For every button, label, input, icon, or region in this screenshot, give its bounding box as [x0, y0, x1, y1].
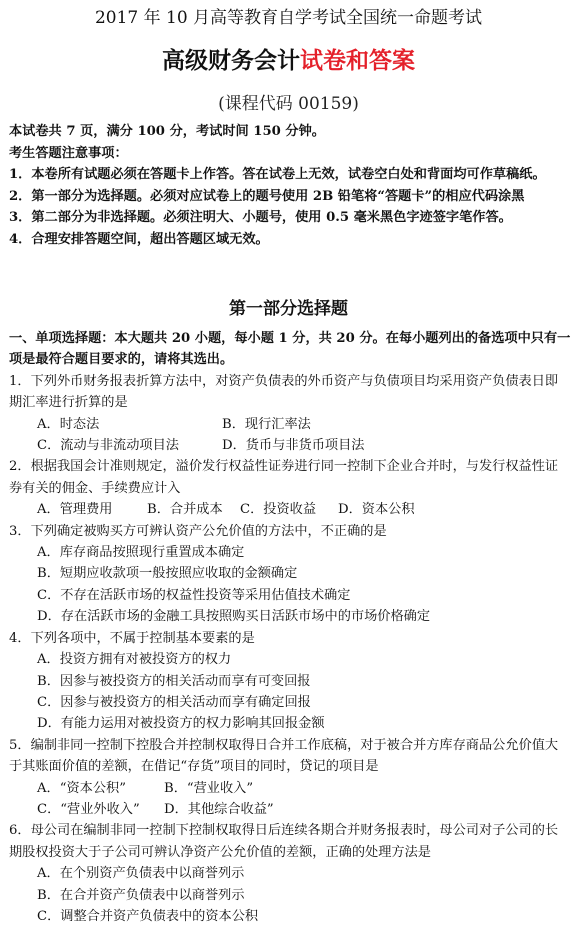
paper-title-suffix: 试卷和答案: [300, 47, 415, 74]
option: A．库存商品按照现行重置成本确定: [37, 545, 245, 561]
section-instructions: 一、单项选择题：本大题共 20 小题，每小题 1 分，共 20 分。在每小题列出的备选项中只有一项是最符合题目要求的，请将其选出。: [9, 331, 571, 368]
option-row: [9, 778, 571, 799]
question-list: [9, 328, 571, 927]
notes-heading: 考生答题注意事项：: [9, 145, 128, 161]
option: D．资本公积: [338, 502, 415, 518]
paper-title-subject: 高级财务会计: [162, 47, 300, 74]
course-code: (课程代码 00159): [218, 94, 359, 114]
question-stem: 3．下列确定被购买方可辨认资产公允价值的方法中，不正确的是: [9, 523, 387, 539]
option-row: [9, 435, 571, 456]
question-stem: 6．母公司在编制非同一控制下控制权取得日后连续各期合并财务报表时，母公司对子公司的长期股权投资大于子公司可辨认净资产公允价值的差额，正确的处理方法是: [9, 823, 559, 860]
option: A．时态法: [37, 416, 100, 432]
note-item: 1．本卷所有试题必须在答题卡上作答。答在试卷上无效，试卷空白处和背面均可作草稿纸。: [9, 167, 546, 183]
option: B．“营业收入”: [164, 780, 254, 796]
option-row: [9, 499, 571, 520]
exam-session-line: 2017 年 10 月高等教育自学考试全国统一命题考试: [94, 8, 483, 28]
option-row: [9, 414, 571, 435]
option: C．投资收益: [240, 502, 317, 518]
option: D．货币与非货币项目法: [222, 438, 365, 454]
exam-notes: [9, 121, 571, 251]
question-stem: 5．编制非同一控制下控股合并控制权取得日合并工作底稿，对于被合并方库存商品公允价值大于其账面价值的差额，在借记“存货”项目的同时，贷记的项目是: [9, 737, 559, 775]
option: B．在合并资产负债表中以商誉列示: [37, 887, 245, 903]
option: C．不存在活跃市场的权益性投资等采用估值技术确定: [37, 587, 351, 603]
question-stem: 4．下列各项中，不属于控制基本要素的是: [9, 630, 255, 646]
option: B．现行汇率法: [222, 416, 311, 432]
exam-summary: 本试卷共 7 页，满分 100 分，考试时间 150 分钟。: [9, 124, 325, 139]
option: A．管理费用: [37, 502, 113, 518]
option: C．流动与非流动项目法: [37, 438, 179, 454]
note-item: 4．合理安排答题空间，超出答题区域无效。: [9, 231, 269, 247]
option: C．因参与被投资方的相关活动而享有确定回报: [37, 694, 311, 710]
option: B．短期应收款项一般按照应收取的金额确定: [37, 566, 298, 582]
part-one-title: 第一部分选择题: [229, 299, 348, 319]
option-row: [9, 799, 571, 820]
option: A．在个别资产负债表中以商誉列示: [37, 866, 245, 882]
option: D．其他综合收益”: [164, 801, 274, 817]
option: B．合并成本: [147, 502, 223, 518]
option: B．因参与被投资方的相关活动而享有可变回报: [37, 673, 311, 689]
option: C．调整合并资产负债表中的资本公积: [37, 908, 259, 924]
question-stem: 1．下列外币财务报表折算方法中，对资产负债表的外币资产与负债项目均采用资产负债表日即期汇率进行折算的是: [9, 373, 559, 411]
option: D．有能力运用对被投资方的权力影响其回报金额: [37, 716, 325, 732]
option: A．“资本公积”: [37, 780, 126, 796]
option: A．投资方拥有对被投资方的权力: [37, 652, 232, 668]
question-stem: 2．根据我国会计准则规定，溢价发行权益性证券进行同一控制下企业合并时，与发行权益性证券有关的佣金、手续费应计入: [9, 459, 559, 496]
note-item: 3．第二部分为非选择题。必须注明大、小题号，使用 0.5 毫米黑色字迹签字笔作答。: [9, 210, 512, 226]
note-item: 2．第一部分为选择题。必须对应试卷上的题号使用 2B 铅笔将“答题卡”的相应代码涂黑: [9, 188, 525, 204]
option: D．存在活跃市场的金融工具按照购买日活跃市场中的市场价格确定: [37, 609, 431, 625]
option: C．“营业外收入”: [37, 801, 140, 817]
paper-title: [0, 46, 577, 76]
